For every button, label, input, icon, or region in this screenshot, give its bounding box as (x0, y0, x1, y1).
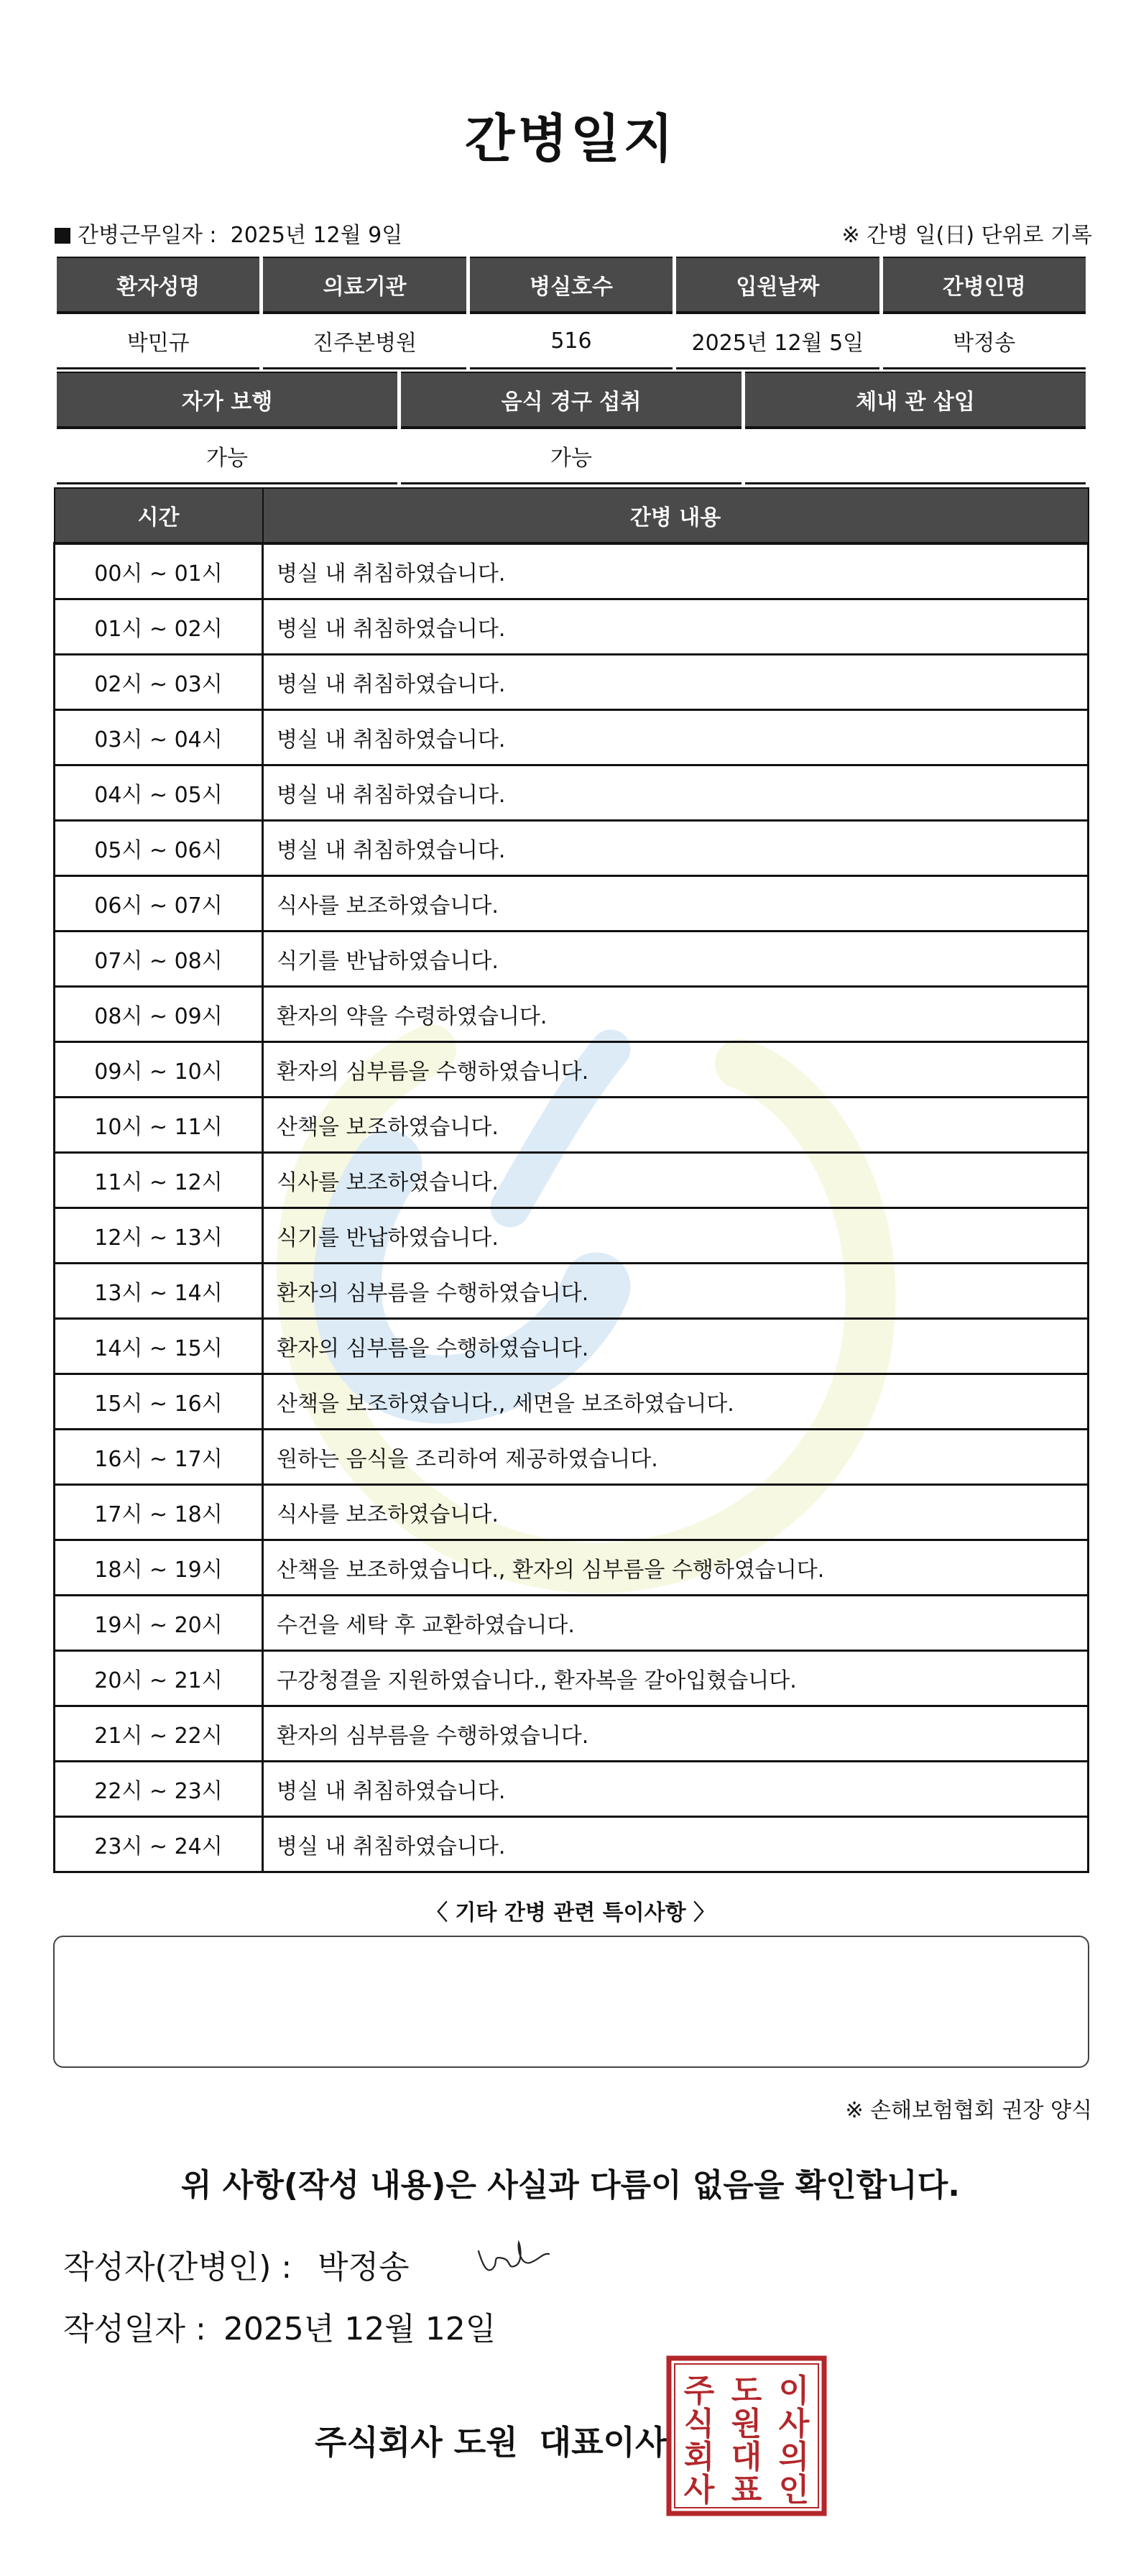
table-row (55, 1485, 1089, 1540)
table-row (55, 599, 1089, 655)
seal-character: 원 (731, 2406, 762, 2442)
time-cell: 02시 ~ 03시 (55, 655, 263, 710)
care-content-cell: 원하는 음식을 조리하여 제공하였습니다. (263, 1430, 1089, 1485)
care-content-cell: 식사를 보조하였습니다. (263, 1485, 1089, 1540)
table-row (55, 765, 1089, 821)
time-cell: 18시 ~ 19시 (55, 1540, 263, 1596)
time-cell: 05시 ~ 06시 (55, 821, 263, 876)
table-row (55, 1651, 1089, 1706)
table-row (55, 1153, 1089, 1208)
time-cell: 12시 ~ 13시 (55, 1208, 263, 1264)
signature-image (474, 2237, 553, 2280)
care-content-cell: 산책을 보조하였습니다., 환자의 심부름을 수행하였습니다. (263, 1540, 1089, 1596)
table-row (55, 987, 1089, 1042)
page-title: 간병일지 (464, 109, 677, 169)
form-source-note: ※ 손해보험협회 권장 양식 (845, 2098, 1092, 2123)
care-content-cell: 환자의 심부름을 수행하였습니다. (263, 1319, 1089, 1374)
care-content-cell: 환자의 심부름을 수행하였습니다. (263, 1706, 1089, 1762)
caregiver-name-value: 박정송 (881, 313, 1087, 369)
table-row (55, 543, 1089, 599)
time-cell: 23시 ~ 24시 (55, 1817, 263, 1872)
table-row (55, 1540, 1089, 1596)
time-cell: 19시 ~ 20시 (55, 1596, 263, 1651)
table-row (55, 1430, 1089, 1485)
seal-character: 주 (683, 2373, 715, 2409)
time-cell: 00시 ~ 01시 (55, 543, 263, 599)
care-content-cell: 식기를 반납하였습니다. (263, 932, 1089, 987)
time-cell: 01시 ~ 02시 (55, 599, 263, 655)
notes-box[interactable] (53, 1936, 1089, 2068)
time-cell: 13시 ~ 14시 (55, 1264, 263, 1319)
care-content-cell: 식기를 반납하였습니다. (263, 1208, 1089, 1264)
unit-note: ※ 간병 일(日) 단위로 기록 (841, 223, 1092, 248)
time-cell: 16시 ~ 17시 (55, 1430, 263, 1485)
oral-intake-value: 가능 (399, 428, 744, 484)
square-bullet-icon (55, 228, 70, 244)
seal-character: 사 (778, 2406, 810, 2442)
table-row (55, 1319, 1089, 1374)
time-cell: 08시 ~ 09시 (55, 987, 263, 1042)
care-content-cell: 구강청결을 지원하였습니다., 환자복을 갈아입혔습니다. (263, 1651, 1089, 1706)
writer-label: 작성자(간병인) : (63, 2249, 292, 2286)
status-header-row (55, 372, 1088, 428)
time-cell: 14시 ~ 15시 (55, 1319, 263, 1374)
self-walking-header: 자가 보행 (55, 372, 399, 428)
time-cell: 11시 ~ 12시 (55, 1153, 263, 1208)
time-cell: 10시 ~ 11시 (55, 1098, 263, 1153)
written-date-value: 2025년 12월 12일 (223, 2311, 496, 2347)
care-content-cell: 환자의 약을 수령하였습니다. (263, 987, 1089, 1042)
admission-date-value: 2025년 12월 5일 (675, 313, 881, 369)
oral-intake-header: 음식 경구 섭취 (399, 372, 744, 428)
room-number-value: 516 (468, 313, 674, 369)
time-cell: 22시 ~ 23시 (55, 1762, 263, 1817)
care-log-body (55, 543, 1089, 1872)
care-log-header-row (55, 488, 1089, 543)
patient-name-value: 박민규 (55, 313, 262, 369)
patient-status-table (53, 372, 1089, 484)
time-cell: 03시 ~ 04시 (55, 710, 263, 765)
care-content-cell: 식사를 보조하였습니다. (263, 876, 1089, 932)
seal-character: 사 (683, 2472, 715, 2508)
seal-character: 이 (778, 2373, 810, 2409)
time-cell: 15시 ~ 16시 (55, 1374, 263, 1430)
table-row (55, 932, 1089, 987)
care-content-cell: 병실 내 취침하였습니다. (263, 543, 1089, 599)
seal-character: 의 (778, 2439, 810, 2475)
company-name: 주식회사 도원 (315, 2423, 518, 2462)
patient-name-header: 환자성명 (55, 257, 262, 313)
seal-character: 대 (731, 2439, 762, 2475)
care-content-cell: 산책을 보조하였습니다. (263, 1098, 1089, 1153)
writer-name: 박정송 (318, 2249, 410, 2286)
table-row (55, 1374, 1089, 1430)
care-content-cell: 환자의 심부름을 수행하였습니다. (263, 1264, 1089, 1319)
company-line (315, 2416, 667, 2464)
written-date-label: 작성일자 : (63, 2311, 206, 2347)
patient-info-value-row (55, 313, 1088, 369)
care-content-cell: 병실 내 취침하였습니다. (263, 710, 1089, 765)
time-cell: 21시 ~ 22시 (55, 1706, 263, 1762)
tube-insertion-header: 체내 관 삽입 (744, 372, 1088, 428)
table-row (55, 1098, 1089, 1153)
tube-insertion-value (744, 428, 1088, 484)
time-cell: 09시 ~ 10시 (55, 1042, 263, 1098)
notes-heading: 〈 기타 간병 관련 특이사항 〉 (425, 1900, 716, 1926)
status-value-row (55, 428, 1088, 484)
seal-character: 인 (778, 2472, 810, 2508)
time-header: 시간 (55, 488, 263, 543)
admission-date-header: 입원날짜 (675, 257, 881, 313)
table-row (55, 1264, 1089, 1319)
table-row (55, 1042, 1089, 1098)
written-date-line (63, 2303, 496, 2349)
care-content-cell: 병실 내 취침하였습니다. (263, 821, 1089, 876)
time-cell: 06시 ~ 07시 (55, 876, 263, 932)
care-content-cell: 병실 내 취침하였습니다. (263, 599, 1089, 655)
work-date-label: 간병근무일자 : (78, 223, 217, 248)
care-content-cell: 식사를 보조하였습니다. (263, 1153, 1089, 1208)
seal-character: 식 (683, 2406, 715, 2442)
patient-info-table (53, 257, 1089, 369)
company-seal-stamp (665, 2354, 828, 2518)
care-content-cell: 병실 내 취침하였습니다. (263, 1762, 1089, 1817)
time-cell: 20시 ~ 21시 (55, 1651, 263, 1706)
confirmation-statement: 위 사항(작성 내용)은 사실과 다름이 없음을 확인합니다. (181, 2167, 960, 2204)
care-content-cell: 환자의 심부름을 수행하였습니다. (263, 1042, 1089, 1098)
table-row (55, 1596, 1089, 1651)
room-number-header: 병실호수 (468, 257, 674, 313)
care-content-header: 간병 내용 (263, 488, 1089, 543)
time-cell: 17시 ~ 18시 (55, 1485, 263, 1540)
caregiver-name-header: 간병인명 (881, 257, 1087, 313)
table-row (55, 1706, 1089, 1762)
table-row (55, 1817, 1089, 1872)
care-content-cell: 병실 내 취침하였습니다. (263, 765, 1089, 821)
work-date-value: 2025년 12월 9일 (230, 223, 403, 248)
care-content-cell: 병실 내 취침하였습니다. (263, 1817, 1089, 1872)
seal-character: 도 (731, 2373, 762, 2409)
seal-character: 회 (683, 2439, 715, 2475)
time-cell: 07시 ~ 08시 (55, 932, 263, 987)
self-walking-value: 가능 (55, 428, 399, 484)
table-row (55, 1208, 1089, 1264)
seal-character: 표 (731, 2472, 762, 2508)
hospital-header: 의료기관 (262, 257, 468, 313)
time-cell: 04시 ~ 05시 (55, 765, 263, 821)
care-log-table (53, 487, 1089, 1873)
care-content-cell: 수건을 세탁 후 교환하였습니다. (263, 1596, 1089, 1651)
hospital-value: 진주본병원 (262, 313, 468, 369)
care-content-cell: 산책을 보조하였습니다., 세면을 보조하였습니다. (263, 1374, 1089, 1430)
writer-line (63, 2241, 410, 2287)
company-title: 대표이사 (539, 2423, 667, 2462)
table-row (55, 1762, 1089, 1817)
table-row (55, 710, 1089, 765)
work-date (55, 217, 402, 249)
patient-info-header-row (55, 257, 1088, 313)
table-row (55, 821, 1089, 876)
care-content-cell: 병실 내 취침하였습니다. (263, 655, 1089, 710)
table-row (55, 655, 1089, 710)
table-row (55, 876, 1089, 932)
